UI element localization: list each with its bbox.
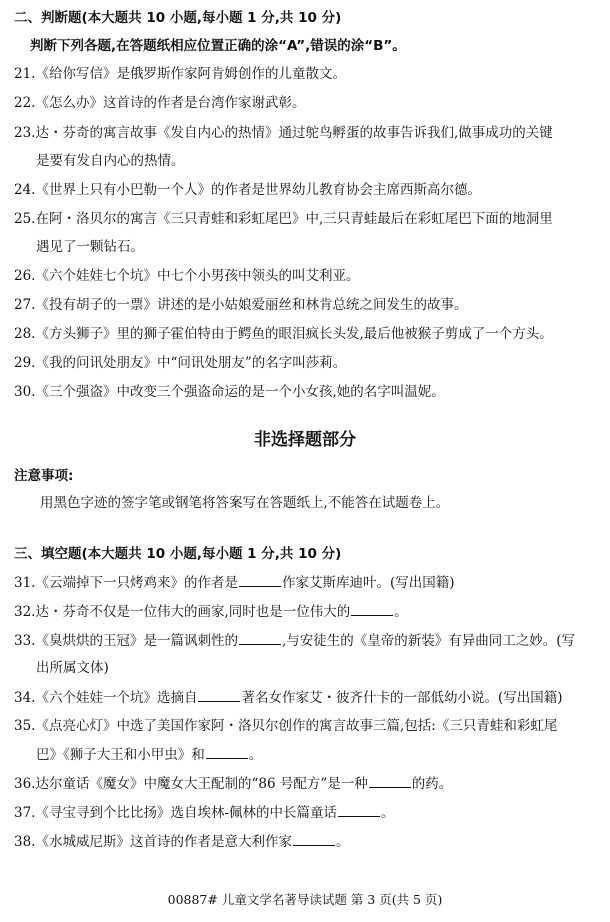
- question-34: 34.《六个娃娃一个坑》选摘自 著名女作家艾・彼齐什卡的一部低幼小说。(写出国籍): [14, 690, 563, 706]
- question-27: 27.《投有胡子的一票》讲述的是小姑娘爱丽丝和林肯总统之间发生的故事。: [14, 297, 468, 313]
- answer-blank: [198, 688, 240, 702]
- question-23: 23.达・芬奇的寓言故事《发自内心的热情》通过鸵鸟孵蛋的故事告诉我们,做事成功的关键: [14, 125, 553, 141]
- question-25-continued: 遇见了一颗钻石。: [36, 239, 144, 255]
- question-30: 30.《三个强盗》中改变三个强盗命运的是一个小女孩,她的名字叫温妮。: [14, 384, 445, 400]
- question-32: 32.达・芬奇不仅是一位伟大的画家,同时也是一位伟大的 。: [14, 604, 408, 620]
- question-36: 36.达尔童话《魔女》中魔女大王配制的“86 号配方”是一种 的药。: [14, 776, 453, 792]
- notice-label: 注意事项:: [14, 468, 74, 484]
- answer-blank: [351, 602, 393, 616]
- question-24: 24.《世界上只有小巴勒一个人》的作者是世界幼儿教育协会主席西斯高尔德。: [14, 182, 481, 198]
- question-35-continued: 巴》《狮子大王和小甲虫》和 。: [36, 747, 263, 763]
- answer-blank: [239, 631, 281, 645]
- question-37: 37.《寻宝寻到个比比扬》选自埃林-佩林的中长篇童话 。: [14, 805, 395, 821]
- answer-blank: [239, 573, 281, 587]
- answer-blank: [206, 745, 248, 759]
- part-title: 非选择题部分: [254, 430, 356, 450]
- notice-text: 用黑色字迹的签字笔或钢笔将答案写在答题纸上,不能答在试题卷上。: [40, 495, 450, 511]
- page-footer: 00887# 儿童文学名著导读试题 第 3 页(共 5 页): [167, 892, 443, 907]
- section-3-heading: 三、填空题(本大题共 10 小题,每小题 1 分,共 10 分): [14, 546, 342, 562]
- question-35: 35.《点亮心灯》中选了美国作家阿・洛贝尔创作的寓言故事三篇,包括:《三只青蛙和彩虹尾: [14, 718, 558, 734]
- question-22: 22.《怎么办》这首诗的作者是台湾作家谢武彰。: [14, 95, 306, 111]
- question-38: 38.《水城威尼斯》这首诗的作者是意大利作家 。: [14, 834, 350, 850]
- question-31: 31.《云端掉下一只烤鸡来》的作者是 作家艾斯库迪叶。(写出国籍): [14, 575, 455, 591]
- section-2-instruction: 判断下列各题,在答题纸相应位置正确的涂“A”,错误的涂“B”。: [30, 38, 406, 54]
- answer-blank: [338, 803, 380, 817]
- question-23-continued: 是要有发自内心的热情。: [36, 153, 185, 169]
- answer-blank: [293, 832, 335, 846]
- section-2-heading: 二、判断题(本大题共 10 小题,每小题 1 分,共 10 分): [14, 10, 342, 26]
- question-33-continued: 出所属文体): [36, 660, 109, 676]
- question-26: 26.《六个娃娃七个坑》中七个小男孩中领头的叫艾利亚。: [14, 268, 360, 284]
- answer-blank: [369, 774, 411, 788]
- question-28: 28.《方头狮子》里的狮子霍伯特由于鳄鱼的眼泪疯长头发,最后他被猴子剪成了一个方头。: [14, 326, 553, 342]
- question-21: 21.《给你写信》是俄罗斯作家阿肯姆创作的儿童散文。: [14, 66, 346, 82]
- question-29: 29.《我的问讯处朋友》中“问讯处朋友”的名字叫莎莉。: [14, 355, 347, 371]
- question-33: 33.《臭烘烘的王冠》是一篇讽刺性的 ,与安徒生的《皇帝的新装》有异曲同工之妙。(写: [14, 633, 576, 649]
- question-25: 25.在阿・洛贝尔的寓言《三只青蛙和彩虹尾巴》中,三只青蛙最后在彩虹尾巴下面的地洞里: [14, 211, 553, 227]
